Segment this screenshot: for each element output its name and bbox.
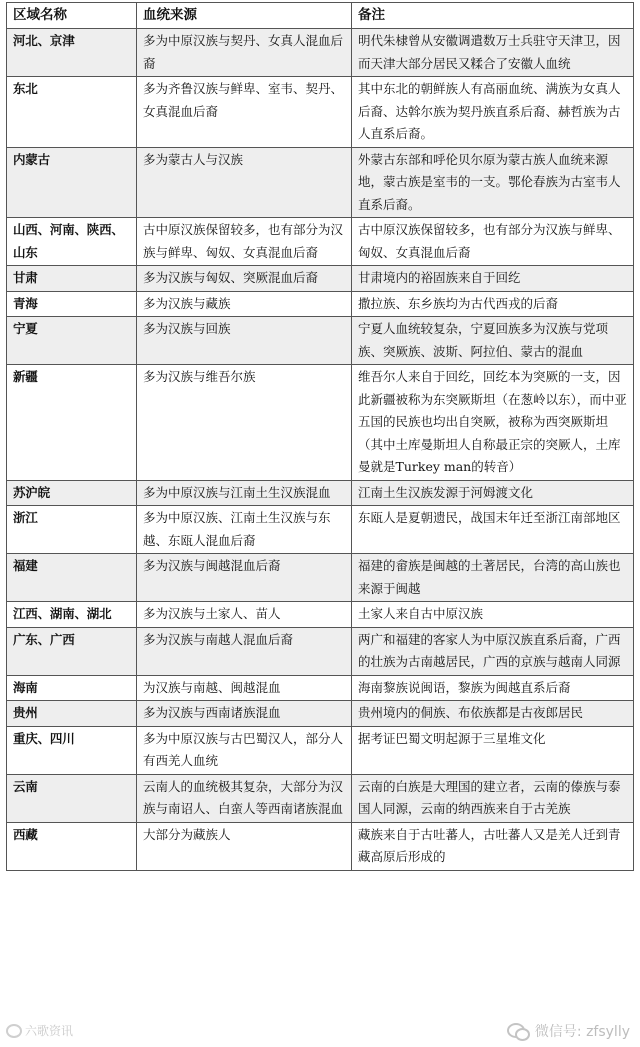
note-cell: 福建的畲族是闽越的土著居民，台湾的高山族也来源于闽越 <box>352 554 634 602</box>
table-header-row <box>7 3 634 29</box>
footer-watermarks <box>0 1018 640 1047</box>
table-row <box>7 218 634 266</box>
note-cell: 贵州境内的侗族、布依族都是古夜郎居民 <box>352 701 634 727</box>
region-cell: 内蒙古 <box>7 147 137 218</box>
region-cell: 青海 <box>7 291 137 317</box>
region-cell: 东北 <box>7 77 137 148</box>
note-cell: 外蒙古东部和呼伦贝尔原为蒙古族人血统来源地，蒙古族是室韦的一支。鄂伦春族为古室韦人直系后裔。 <box>352 147 634 218</box>
origin-cell: 多为汉族与维吾尔族 <box>137 365 352 481</box>
note-cell: 维吾尔人来自于回纥，回纥本为突厥的一支，因此新疆被称为东突厥斯坦（在葱岭以东），而中亚五国的民族也均出自突厥，被称为西突厥斯坦（其中土库曼斯坦人自称最正宗的突厥人，土库曼就是Turkey man的转音） <box>352 365 634 481</box>
region-cell: 河北、京津 <box>7 29 137 77</box>
wechat-watermark <box>507 1021 630 1041</box>
table-row <box>7 774 634 822</box>
wechat-id-text: 微信号: zfsylly <box>534 1024 630 1040</box>
note-cell: 甘肃境内的裕固族来自于回纥 <box>352 266 634 292</box>
header-note: 备注 <box>352 3 634 29</box>
origin-cell: 为汉族与南越、闽越混血 <box>137 675 352 701</box>
origin-cell: 多为中原汉族与江南土生汉族混血 <box>137 480 352 506</box>
note-cell: 古中原汉族保留较多，也有部分为汉族与鲜卑、匈奴、女真混血后裔 <box>352 218 634 266</box>
origin-cell: 古中原汉族保留较多，也有部分为汉族与鲜卑、匈奴、女真混血后裔 <box>137 218 352 266</box>
weibo-icon <box>6 1024 22 1038</box>
region-cell: 宁夏 <box>7 317 137 365</box>
origin-cell: 多为汉族与闽越混血后裔 <box>137 554 352 602</box>
table-body <box>7 29 634 871</box>
note-cell: 其中东北的朝鲜族人有高丽血统、满族为女真人后裔、达斡尔族为契丹族直系后裔、赫哲族为古人直系后裔。 <box>352 77 634 148</box>
region-cell: 浙江 <box>7 506 137 554</box>
region-cell: 广东、广西 <box>7 627 137 675</box>
origin-cell: 多为齐鲁汉族与鲜卑、室韦、契丹、女真混血后裔 <box>137 77 352 148</box>
region-cell: 山西、河南、陕西、山东 <box>7 218 137 266</box>
origin-cell: 多为汉族与藏族 <box>137 291 352 317</box>
wechat-icon <box>507 1022 529 1040</box>
origin-cell: 多为汉族与匈奴、突厥混血后裔 <box>137 266 352 292</box>
note-cell: 两广和福建的客家人为中原汉族直系后裔，广西的壮族为古南越居民，广西的京族与越南人同源 <box>352 627 634 675</box>
region-cell: 贵州 <box>7 701 137 727</box>
note-cell: 明代朱棣曾从安徽调遣数万士兵驻守天津卫，因而天津大部分居民又糅合了安徽人血统 <box>352 29 634 77</box>
table-row <box>7 822 634 870</box>
origin-cell: 多为中原汉族、江南土生汉族与东越、东瓯人混血后裔 <box>137 506 352 554</box>
origin-cell: 多为汉族与西南诸族混血 <box>137 701 352 727</box>
note-cell: 据考证巴蜀文明起源于三星堆文化 <box>352 726 634 774</box>
note-cell: 土家人来自古中原汉族 <box>352 602 634 628</box>
region-cell: 新疆 <box>7 365 137 481</box>
region-cell: 江西、湖南、湖北 <box>7 602 137 628</box>
region-cell: 云南 <box>7 774 137 822</box>
table-row <box>7 147 634 218</box>
header-region: 区域名称 <box>7 3 137 29</box>
note-cell: 藏族来自于古吐蕃人，古吐蕃人又是羌人迁到青藏高原后形成的 <box>352 822 634 870</box>
table-row <box>7 627 634 675</box>
table-row <box>7 701 634 727</box>
note-cell: 宁夏人血统较复杂，宁夏回族多为汉族与党项族、突厥族、波斯、阿拉伯、蒙古的混血 <box>352 317 634 365</box>
region-cell: 福建 <box>7 554 137 602</box>
region-cell: 苏沪皖 <box>7 480 137 506</box>
origin-cell: 多为汉族与南越人混血后裔 <box>137 627 352 675</box>
note-cell: 江南土生汉族发源于河姆渡文化 <box>352 480 634 506</box>
region-cell: 海南 <box>7 675 137 701</box>
table-row <box>7 365 634 481</box>
origin-cell: 云南人的血统极其复杂，大部分为汉族与南诏人、白蛮人等西南诸族混血 <box>137 774 352 822</box>
note-cell: 云南的白族是大理国的建立者，云南的傣族与泰国人同源，云南的纳西族来自于古羌族 <box>352 774 634 822</box>
table-row <box>7 317 634 365</box>
table-row <box>7 480 634 506</box>
weibo-watermark-text: 六歌资讯 <box>25 1024 74 1038</box>
table-row <box>7 266 634 292</box>
table-row <box>7 602 634 628</box>
table-row <box>7 726 634 774</box>
region-bloodline-table <box>6 2 634 871</box>
origin-cell: 多为汉族与土家人、苗人 <box>137 602 352 628</box>
table-row <box>7 554 634 602</box>
origin-cell: 多为中原汉族与古巴蜀汉人，部分人有西羌人血统 <box>137 726 352 774</box>
region-cell: 重庆、四川 <box>7 726 137 774</box>
origin-cell: 多为蒙古人与汉族 <box>137 147 352 218</box>
region-cell: 西藏 <box>7 822 137 870</box>
weibo-watermark <box>6 1022 73 1039</box>
note-cell: 撒拉族、东乡族均为古代西戎的后裔 <box>352 291 634 317</box>
table-row <box>7 77 634 148</box>
origin-cell: 大部分为藏族人 <box>137 822 352 870</box>
origin-cell: 多为中原汉族与契丹、女真人混血后裔 <box>137 29 352 77</box>
table-row <box>7 675 634 701</box>
region-cell: 甘肃 <box>7 266 137 292</box>
note-cell: 海南黎族说闽语，黎族为闽越直系后裔 <box>352 675 634 701</box>
origin-cell: 多为汉族与回族 <box>137 317 352 365</box>
note-cell: 东瓯人是夏朝遗民，战国末年迁至浙江南部地区 <box>352 506 634 554</box>
table-row <box>7 506 634 554</box>
table-row <box>7 29 634 77</box>
header-origin: 血统来源 <box>137 3 352 29</box>
table-row <box>7 291 634 317</box>
